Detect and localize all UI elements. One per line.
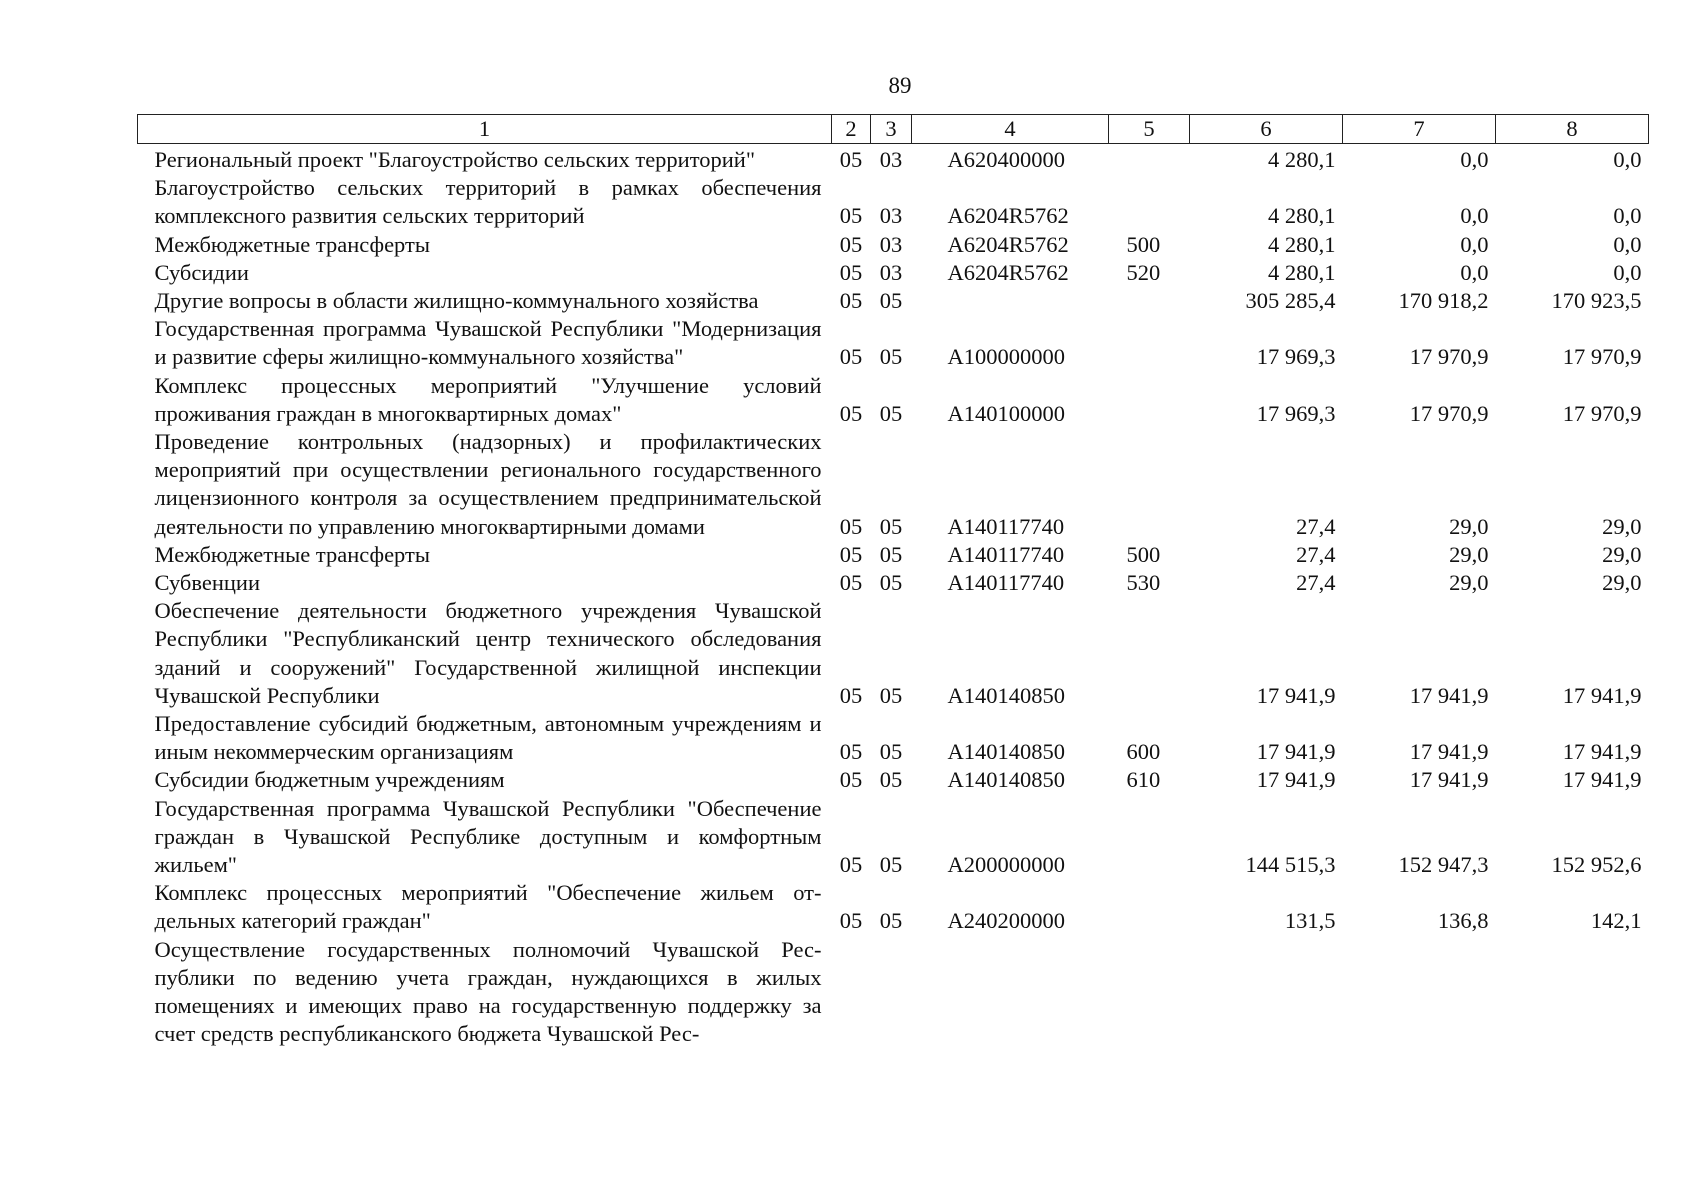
table-row: [138, 315, 1649, 371]
row-section: 05: [839, 288, 863, 314]
row-subsection: 05: [879, 513, 903, 539]
row-name: Субсидии: [154, 259, 249, 285]
row-amount-col7: 17 970,9: [1409, 400, 1489, 426]
row-expense-type: [1109, 174, 1190, 230]
row-section: 05: [839, 852, 863, 878]
row-amount-col7: 29,0: [1449, 570, 1489, 596]
row-amount-col6: 144 515,3: [1245, 852, 1336, 878]
row-amount-col8: 142,1: [1590, 908, 1642, 934]
row-name: Проведение контрольных (надзорных) и профилактических мероприятий при осуществлении регионального государственного лицензионного контроля за осуществлением предпринимательской деятельности по управлению многоквартирными домами: [154, 429, 822, 539]
row-amount-col8: 29,0: [1602, 513, 1642, 539]
row-target-article: А140140850: [947, 739, 1065, 765]
row-expense-type: 520: [1126, 259, 1161, 285]
row-section: 05: [839, 400, 863, 426]
row-amount-col8: 17 941,9: [1562, 739, 1642, 765]
table-row: [138, 766, 1649, 794]
row-target-article: [912, 936, 1109, 1049]
row-amount-col6: 305 285,4: [1245, 288, 1336, 314]
row-expense-type: 530: [1126, 570, 1161, 596]
row-target-article: А200000000: [947, 852, 1065, 878]
row-amount-col8: 29,0: [1602, 570, 1642, 596]
row-amount-col6: [1190, 936, 1343, 1049]
row-amount-col7: 17 941,9: [1409, 767, 1489, 793]
row-amount-col7: 152 947,3: [1398, 852, 1489, 878]
row-amount-col7: [1343, 936, 1496, 1049]
row-target-article: [912, 287, 1109, 315]
row-target-article: А140117740: [947, 541, 1065, 567]
row-amount-col8: [1496, 936, 1649, 1049]
row-amount-col6: 4 280,1: [1268, 259, 1336, 285]
row-expense-type: [1109, 287, 1190, 315]
table-row: [138, 597, 1649, 710]
row-name: Обеспечение деятельности бюджетного учреждения Чувашской Республики "Республиканский центр технического обследования зданий и сооружений" Государственной жилищной инспекции Чувашской Республики: [154, 598, 822, 708]
row-amount-col7: 29,0: [1449, 541, 1489, 567]
table-row: [138, 174, 1649, 230]
row-name: Благоустройство сельских территорий в рамках обеспечения комплексного развития сельских территорий: [154, 175, 822, 229]
row-subsection: 05: [879, 852, 903, 878]
row-amount-col7: 0,0: [1460, 231, 1489, 257]
row-expense-type: [1109, 879, 1190, 935]
row-target-article: А620400000: [947, 147, 1065, 172]
row-section: 05: [839, 739, 863, 765]
row-expense-type: 610: [1126, 767, 1161, 793]
row-subsection: 03: [879, 147, 903, 172]
row-amount-col7: 0,0: [1460, 259, 1489, 285]
row-amount-col8: 17 970,9: [1562, 400, 1642, 426]
row-target-article: А140117740: [947, 570, 1065, 596]
table-row: [138, 710, 1649, 766]
row-section: 05: [839, 231, 863, 257]
budget-table: [137, 114, 1649, 1049]
row-amount-col7: 0,0: [1460, 147, 1489, 172]
row-target-article: А140140850: [947, 682, 1065, 708]
row-subsection: 05: [879, 682, 903, 708]
row-section: 05: [839, 767, 863, 793]
row-amount-col8: 0,0: [1613, 259, 1642, 285]
row-name: Осуществление государственных полномочий Чувашской Республики по ведению учета граждан, нуждающихся в жилых помещениях и имеющих право на государственную поддержку за счет средств республиканского бюджета Чувашской Рес-: [154, 936, 822, 1047]
table-row: [138, 541, 1649, 569]
row-section: 05: [839, 570, 863, 596]
row-amount-col8: 0,0: [1613, 231, 1642, 257]
header-col-3: 3: [871, 115, 912, 144]
row-amount-col7: 17 941,9: [1409, 739, 1489, 765]
row-section: 05: [839, 203, 863, 229]
row-section: 05: [839, 682, 863, 708]
table-row: [138, 795, 1649, 880]
row-subsection: 05: [879, 288, 903, 314]
row-expense-type: [1109, 428, 1190, 541]
header-col-8: 8: [1496, 115, 1649, 144]
table-row: [138, 287, 1649, 315]
table-row: [138, 231, 1649, 259]
row-amount-col8: 29,0: [1602, 541, 1642, 567]
row-amount-col6: 4 280,1: [1268, 147, 1336, 172]
row-subsection: 03: [879, 231, 903, 257]
row-amount-col8: 0,0: [1613, 147, 1642, 172]
row-target-article: А100000000: [947, 344, 1065, 370]
row-amount-col6: 4 280,1: [1268, 231, 1336, 257]
row-amount-col6: 17 969,3: [1256, 344, 1336, 370]
row-amount-col6: 27,4: [1296, 570, 1336, 596]
table-row: [138, 879, 1649, 935]
row-section: 05: [839, 513, 863, 539]
row-amount-col7: 29,0: [1449, 513, 1489, 539]
row-amount-col6: 17 941,9: [1256, 767, 1336, 793]
row-expense-type: [1109, 795, 1190, 880]
header-col-5: 5: [1109, 115, 1190, 144]
row-target-article: А6204R5762: [947, 203, 1069, 229]
row-name: Комплекс процессных мероприятий "Улучшение условий проживания граждан в многоквартирных домах": [154, 372, 822, 426]
row-amount-col6: 17 941,9: [1256, 682, 1336, 708]
row-target-article: А140100000: [947, 400, 1065, 426]
header-col-1: 1: [138, 115, 832, 144]
header-col-7: 7: [1343, 115, 1496, 144]
row-amount-col7: 0,0: [1460, 203, 1489, 229]
table-row: [138, 259, 1649, 287]
row-name: Межбюджетные трансферты: [154, 231, 430, 257]
row-expense-type: [1109, 315, 1190, 371]
row-section: 05: [839, 541, 863, 567]
page-number: 89: [888, 73, 912, 98]
row-target-article: А140117740: [947, 513, 1065, 539]
row-name: Межбюджетные трансферты: [154, 541, 430, 567]
row-amount-col6: 4 280,1: [1268, 203, 1336, 229]
row-amount-col8: 17 970,9: [1562, 344, 1642, 370]
row-subsection: 05: [879, 767, 903, 793]
row-section: 05: [839, 147, 863, 172]
row-subsection: 05: [879, 908, 903, 934]
row-target-article: А140140850: [947, 767, 1065, 793]
row-section: 05: [839, 908, 863, 934]
row-amount-col8: 17 941,9: [1562, 682, 1642, 708]
row-target-article: А240200000: [947, 908, 1065, 934]
row-amount-col6: 17 969,3: [1256, 400, 1336, 426]
row-subsection: 03: [879, 259, 903, 285]
row-name: Предоставление субсидий бюджетным, автономным учреждениям и иным некоммерческим организациям: [154, 711, 822, 765]
table-row: [138, 144, 1649, 175]
table-row: [138, 428, 1649, 541]
row-expense-type: [1109, 597, 1190, 710]
row-section: 05: [839, 344, 863, 370]
row-name: Другие вопросы в области жилищно-коммунального хозяйства: [154, 288, 759, 314]
row-amount-col8: 170 923,5: [1551, 288, 1642, 314]
row-name: Региональный проект "Благоустройство сельских территорий": [154, 147, 756, 172]
row-section: 05: [839, 259, 863, 285]
row-subsection: 03: [879, 203, 903, 229]
row-amount-col7: 136,8: [1437, 908, 1489, 934]
row-subsection: 05: [879, 570, 903, 596]
row-subsection: 05: [879, 400, 903, 426]
row-name: Государственная программа Чувашской Республики "Модернизация и развитие сферы жилищно-коммунального хозяйства": [154, 316, 822, 370]
row-amount-col7: 170 918,2: [1398, 288, 1489, 314]
table-row: [138, 936, 1649, 1049]
header-row: [138, 115, 1649, 144]
row-amount-col8: 17 941,9: [1562, 767, 1642, 793]
row-amount-col8: 152 952,6: [1551, 852, 1642, 878]
table-row: [138, 569, 1649, 597]
row-amount-col7: 17 970,9: [1409, 344, 1489, 370]
row-amount-col6: 131,5: [1284, 908, 1336, 934]
row-target-article: А6204R5762: [947, 259, 1069, 285]
row-name: Комплекс процессных мероприятий "Обеспечение жильем отдельных категорий граждан": [154, 880, 822, 934]
row-subsection: [871, 936, 912, 1049]
row-expense-type: 500: [1126, 231, 1161, 257]
row-expense-type: 500: [1126, 541, 1161, 567]
header-col-6: 6: [1190, 115, 1343, 144]
row-name: Государственная программа Чувашской Республики "Обеспечение граждан в Чувашской Республике доступным и комфортным жильем": [154, 795, 822, 878]
table-body: [138, 144, 1649, 1049]
row-expense-type: [1109, 144, 1190, 175]
header-col-2: 2: [832, 115, 871, 144]
row-name: Субсидии бюджетным учреждениям: [154, 767, 505, 793]
row-amount-col6: 27,4: [1296, 513, 1336, 539]
row-amount-col7: 17 941,9: [1409, 682, 1489, 708]
table-row: [138, 372, 1649, 428]
row-subsection: 05: [879, 541, 903, 567]
row-target-article: А6204R5762: [947, 231, 1069, 257]
row-amount-col6: 27,4: [1296, 541, 1336, 567]
row-subsection: 05: [879, 344, 903, 370]
header-col-4: 4: [912, 115, 1109, 144]
row-amount-col6: 17 941,9: [1256, 739, 1336, 765]
row-expense-type: [1109, 936, 1190, 1049]
row-subsection: 05: [879, 739, 903, 765]
row-amount-col8: 0,0: [1613, 203, 1642, 229]
row-expense-type: [1109, 372, 1190, 428]
row-expense-type: 600: [1126, 739, 1161, 765]
table-header: [138, 115, 1649, 144]
row-section: [832, 936, 871, 1049]
row-name: Субвенции: [154, 570, 260, 596]
